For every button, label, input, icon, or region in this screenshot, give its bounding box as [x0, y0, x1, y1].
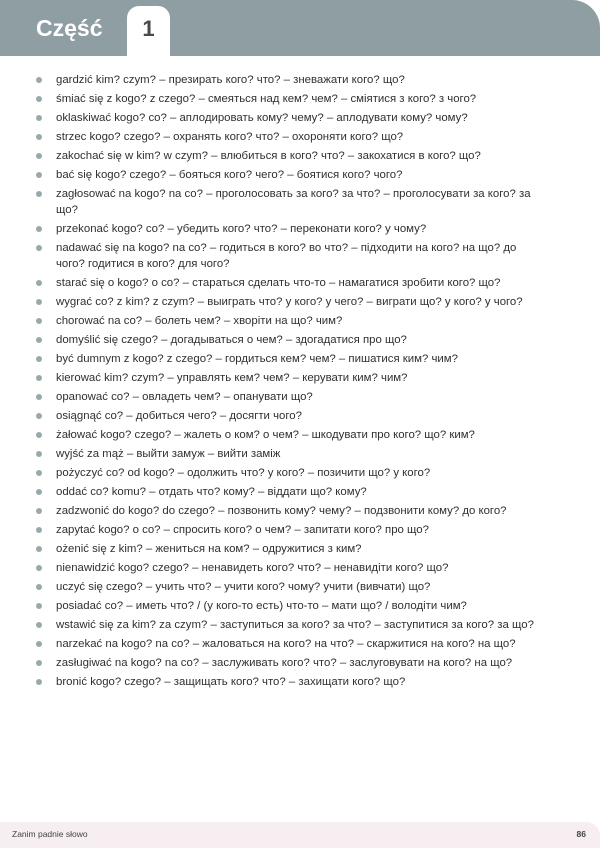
bullet-icon: [36, 96, 42, 102]
list-item-text: osiągnąć co? – добиться чего? – досягти чого?: [56, 410, 302, 422]
bullet-icon: [36, 394, 42, 400]
bullet-icon: [36, 546, 42, 552]
list-item-text: nienawidzić kogo? czego? – ненавидеть кого? что? – ненавидіти кого? що?: [56, 562, 449, 574]
list-item: [0, 655, 600, 671]
list-item-text: oklaskiwać kogo? co? – аплодировать кому? чему? – аплодувати кому? чому?: [56, 112, 468, 124]
list-item: [0, 240, 600, 272]
list-item-text: nadawać się na kogo? na co? – годиться в кого? во что? – підходити на кого? на що? до чого? годитися в кого? для чого?: [56, 242, 517, 270]
bullet-icon: [36, 603, 42, 609]
list-item: [0, 389, 600, 405]
part-number-tab: [127, 6, 170, 56]
list-item-text: ożenić się z kim? – жениться на ком? – одружитися з ким?: [56, 543, 362, 555]
bullet-icon: [36, 134, 42, 140]
page-footer: [0, 822, 600, 848]
list-item: [0, 186, 600, 218]
header-title: Część: [36, 15, 103, 41]
bullet-icon: [36, 153, 42, 159]
list-item: [0, 674, 600, 690]
bullet-icon: [36, 337, 42, 343]
list-item: [0, 560, 600, 576]
bullet-icon: [36, 527, 42, 533]
bullet-icon: [36, 432, 42, 438]
list-item-text: bać się kogo? czego? – бояться кого? чего? – боятися кого? чого?: [56, 169, 403, 181]
list-item-text: opanować co? – овладеть чем? – опанувати що?: [56, 391, 313, 403]
bullet-icon: [36, 356, 42, 362]
list-item-text: pożyczyć co? od kogo? – одолжить что? у кого? – позичити що? у кого?: [56, 467, 431, 479]
list-item-text: wygrać co? z kim? z czym? – выиграть что? у кого? у чего? – виграти що? у кого? у чого?: [56, 296, 523, 308]
bullet-icon: [36, 413, 42, 419]
list-item: [0, 598, 600, 614]
list-item-text: uczyć się czego? – учить что? – учити кого? чому? учити (вивчати) що?: [56, 581, 431, 593]
list-item-text: zakochać się w kim? w czym? – влюбиться в кого? что? – закохатися в кого? що?: [56, 150, 481, 162]
list-item: [0, 636, 600, 652]
list-item: [0, 522, 600, 538]
bullet-icon: [36, 299, 42, 305]
list-item: [0, 332, 600, 348]
list-item: [0, 370, 600, 386]
bullet-icon: [36, 191, 42, 197]
bullet-icon: [36, 470, 42, 476]
list-item-text: starać się o kogo? o co? – стараться сделать что-то – намагатися зробити кого? що?: [56, 277, 501, 289]
bullet-icon: [36, 172, 42, 178]
list-item-text: chorować na co? – болеть чем? – хворіти на що? чим?: [56, 315, 343, 327]
list-item: [0, 579, 600, 595]
part-number: 1: [142, 16, 155, 41]
bullet-icon: [36, 641, 42, 647]
list-item-text: wyjść za mąż – выйти замуж – вийти заміж: [56, 448, 281, 460]
list-item: [0, 129, 600, 145]
list-item-text: oddać co? komu? – отдать что? кому? – віддати що? кому?: [56, 486, 367, 498]
list-item-text: zagłosować na kogo? na co? – проголосовать за кого? за что? – проголосувати за кого? за що?: [56, 188, 531, 216]
page-header: [0, 0, 600, 56]
bullet-icon: [36, 565, 42, 571]
list-item-text: domyślić się czego? – догадываться о чем? – здогадатися про що?: [56, 334, 407, 346]
list-item: [0, 503, 600, 519]
bullet-icon: [36, 115, 42, 121]
list-item: [0, 446, 600, 462]
bullet-icon: [36, 451, 42, 457]
list-item: [0, 408, 600, 424]
list-item-text: być dumnym z kogo? z czego? – гордиться кем? чем? – пишатися ким? чим?: [56, 353, 458, 365]
bullet-icon: [36, 622, 42, 628]
bullet-icon: [36, 584, 42, 590]
bullet-icon: [36, 245, 42, 251]
bullet-icon: [36, 77, 42, 83]
list-item: [0, 541, 600, 557]
list-item-text: strzec kogo? czego? – охранять кого? что? – охороняти кого? що?: [56, 131, 404, 143]
vocabulary-list: [0, 72, 600, 693]
list-item: [0, 294, 600, 310]
list-item-text: gardzić kim? czym? – презирать кого? что? – зневажати кого? що?: [56, 74, 405, 86]
bullet-icon: [36, 679, 42, 685]
list-item: [0, 351, 600, 367]
list-item: [0, 221, 600, 237]
list-item-text: wstawić się za kim? za czym? – заступиться за кого? за что? – заступитися за кого? за що?: [56, 619, 534, 631]
list-item: [0, 72, 600, 88]
list-item: [0, 110, 600, 126]
bullet-icon: [36, 489, 42, 495]
list-item: [0, 148, 600, 164]
list-item-text: narzekać na kogo? na co? – жаловаться на кого? на что? – скаржитися на кого? на що?: [56, 638, 516, 650]
list-item-text: zasługiwać na kogo? na co? – заслуживать кого? что? – заслуговувати на кого? на що?: [56, 657, 513, 669]
bullet-icon: [36, 318, 42, 324]
list-item: [0, 617, 600, 633]
list-item: [0, 427, 600, 443]
footer-book-title: Zanim padnie słowo: [12, 829, 88, 839]
footer-page-number: 86: [576, 829, 586, 839]
list-item-text: posiadać co? – иметь что? / (у кого-то есть) что-то – мати що? / володіти чим?: [56, 600, 467, 612]
list-item-text: zapytać kogo? o co? – спросить кого? о чем? – запитати кого? про що?: [56, 524, 429, 536]
list-item: [0, 484, 600, 500]
list-item-text: kierować kim? czym? – управлять кем? чем? – керувати ким? чим?: [56, 372, 408, 384]
list-item: [0, 275, 600, 291]
bullet-icon: [36, 226, 42, 232]
list-item: [0, 313, 600, 329]
list-item: [0, 167, 600, 183]
bullet-icon: [36, 660, 42, 666]
list-item: [0, 91, 600, 107]
bullet-icon: [36, 280, 42, 286]
list-item-text: śmiać się z kogo? z czego? – смеяться над кем? чем? – сміятися з кого? з чого?: [56, 93, 477, 105]
bullet-icon: [36, 375, 42, 381]
list-item-text: bronić kogo? czego? – защищать кого? что? – захищати кого? що?: [56, 676, 406, 688]
bullet-icon: [36, 508, 42, 514]
list-item-text: zadzwonić do kogo? do czego? – позвонить кому? чему? – подзвонити кому? до кого?: [56, 505, 507, 517]
list-item-text: żałować kogo? czego? – жалеть о ком? о чем? – шкодувати про кого? що? ким?: [56, 429, 475, 441]
list-item-text: przekonać kogo? co? – убедить кого? что? – переконати кого? у чому?: [56, 223, 427, 235]
list-item: [0, 465, 600, 481]
